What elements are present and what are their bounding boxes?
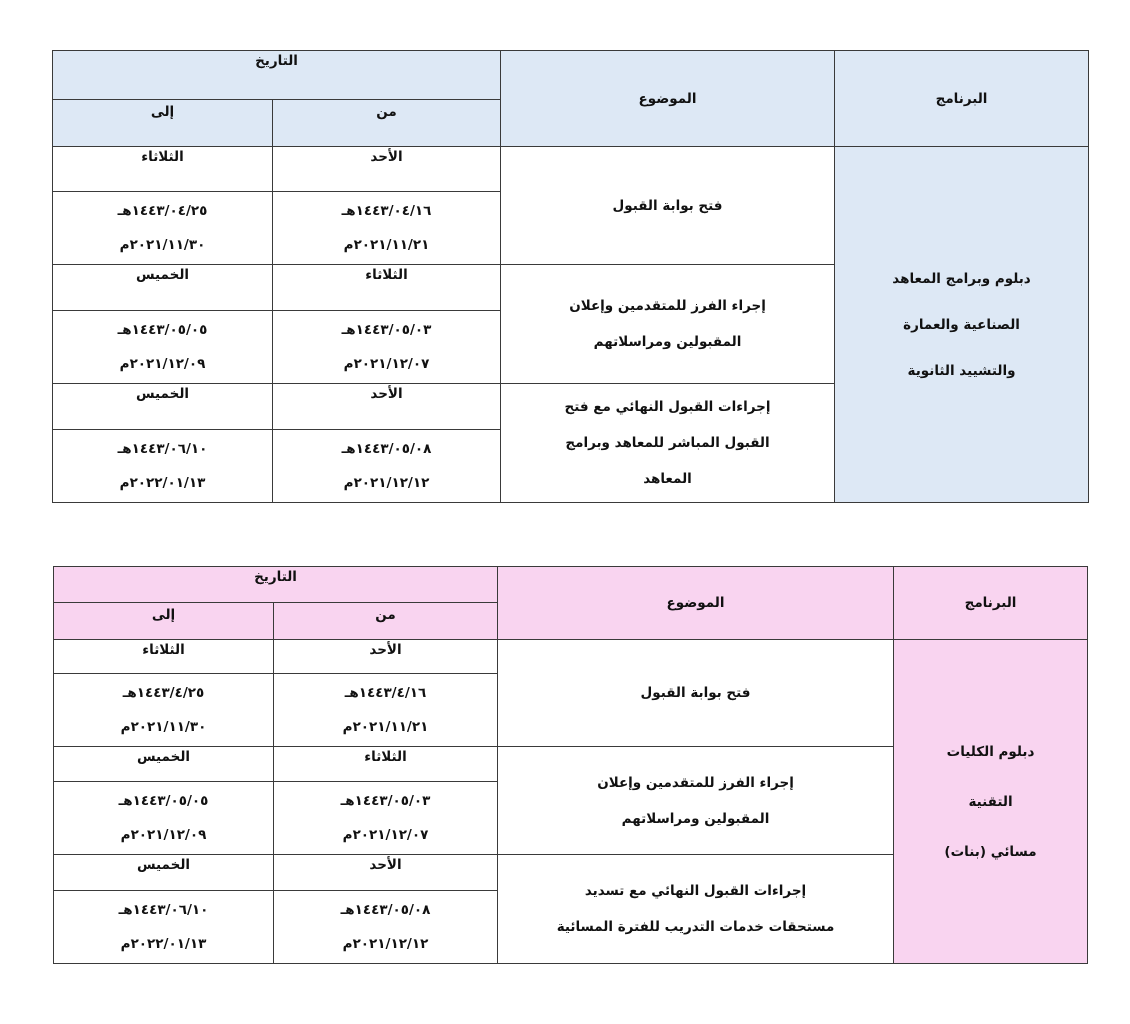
from-greg: ٢٠٢١/١٢/٠٧م	[343, 356, 430, 372]
to-hijri: ١٤٤٣/٠٦/١٠هـ	[118, 902, 209, 918]
program-line: دبلوم الكليات	[946, 743, 1035, 760]
from-day: الثلاثاء	[274, 747, 498, 782]
to-greg: ٢٠٢١/١١/٣٠م	[120, 719, 207, 735]
from-day: الأحد	[273, 147, 501, 192]
header-from: من	[273, 100, 501, 147]
to-hijri: ١٤٤٣/٠٦/١٠هـ	[117, 441, 208, 457]
header-subject: الموضوع	[498, 567, 894, 640]
to-dates	[53, 192, 273, 265]
to-dates	[54, 782, 274, 855]
subject-line: إجراءات القبول النهائي مع فتح	[564, 399, 771, 415]
from-dates	[274, 674, 498, 747]
to-greg: ٢٠٢٢/٠١/١٣م	[119, 475, 206, 491]
from-greg: ٢٠٢١/١٢/١٢م	[343, 475, 430, 491]
header-to: إلى	[54, 603, 274, 640]
from-hijri: ١٤٤٣/٤/١٦هـ	[344, 685, 427, 701]
from-greg: ٢٠٢١/١١/٢١م	[343, 237, 430, 253]
from-dates	[274, 782, 498, 855]
header-date: التاريخ	[54, 567, 498, 603]
subject-cell	[501, 384, 835, 503]
subject-line: المقبولين ومراسلاتهم	[593, 334, 742, 350]
subject-line: المقبولين ومراسلاتهم	[621, 810, 770, 827]
subject-line: القبول المباشر للمعاهد وبرامج	[565, 435, 770, 451]
to-hijri: ١٤٤٣/٠٥/٠٥هـ	[117, 322, 208, 338]
to-greg: ٢٠٢١/١٢/٠٩م	[119, 356, 206, 372]
header-to: إلى	[53, 100, 273, 147]
from-day: الأحد	[273, 384, 501, 430]
to-greg: ٢٠٢١/١١/٣٠م	[119, 237, 206, 253]
to-day: الثلاثاء	[53, 147, 273, 192]
subject-line: مستحقات خدمات التدريب للفترة المسائية	[556, 919, 835, 935]
header-date: التاريخ	[53, 51, 501, 100]
to-day: الخميس	[53, 384, 273, 430]
from-greg: ٢٠٢١/١١/٢١م	[342, 719, 429, 735]
program-line: التقنية	[968, 793, 1013, 810]
from-dates	[274, 891, 498, 964]
from-hijri: ١٤٤٣/٠٥/٠٨هـ	[341, 441, 432, 457]
from-day: الثلاثاء	[273, 265, 501, 311]
to-dates	[53, 311, 273, 384]
to-day: الثلاثاء	[54, 640, 274, 674]
schedule-table-2	[53, 566, 1088, 964]
subject-cell	[498, 855, 894, 964]
from-dates	[273, 430, 501, 503]
to-greg: ٢٠٢٢/٠١/١٣م	[120, 936, 207, 952]
program-line: (بنات) مسائي	[944, 843, 1037, 860]
to-dates	[54, 674, 274, 747]
from-hijri: ١٤٤٣/٠٤/١٦هـ	[341, 203, 432, 219]
from-dates	[273, 192, 501, 265]
program-line: الصناعية والعمارة	[903, 316, 1020, 333]
program-line: دبلوم وبرامج المعاهد	[892, 270, 1031, 287]
from-day: الأحد	[274, 855, 498, 891]
from-day: الأحد	[274, 640, 498, 674]
subject-cell	[501, 147, 835, 265]
to-day: الخميس	[53, 265, 273, 311]
to-hijri: ١٤٤٣/٤/٢٥هـ	[122, 685, 205, 701]
program-cell	[835, 147, 1089, 503]
program-cell	[894, 640, 1088, 964]
to-day: الخميس	[54, 747, 274, 782]
from-dates	[273, 311, 501, 384]
from-greg: ٢٠٢١/١٢/٠٧م	[342, 827, 429, 843]
subject-cell	[501, 265, 835, 384]
header-subject: الموضوع	[501, 51, 835, 147]
header-program: البرنامج	[835, 51, 1089, 147]
subject-cell	[498, 640, 894, 747]
schedule-table-1	[52, 50, 1089, 503]
subject-line: المعاهد	[643, 471, 692, 487]
header-program: البرنامج	[894, 567, 1088, 640]
header-from: من	[274, 603, 498, 640]
to-hijri: ١٤٤٣/٠٥/٠٥هـ	[118, 793, 209, 809]
subject-line: فتح بوابة القبول	[612, 197, 723, 214]
program-line: والتشييد الثانوية	[907, 362, 1016, 379]
from-greg: ٢٠٢١/١٢/١٢م	[342, 936, 429, 952]
from-hijri: ١٤٤٣/٠٥/٠٣هـ	[340, 793, 431, 809]
to-dates	[53, 430, 273, 503]
from-hijri: ١٤٤٣/٠٥/٠٣هـ	[341, 322, 432, 338]
subject-line: إجراءات القبول النهائي مع تسديد	[584, 883, 807, 899]
from-hijri: ١٤٤٣/٠٥/٠٨هـ	[340, 902, 431, 918]
subject-line: إجراء الفرز للمتقدمين وإعلان	[569, 298, 766, 314]
subject-line: إجراء الفرز للمتقدمين وإعلان	[597, 774, 794, 791]
subject-line: فتح بوابة القبول	[640, 685, 751, 701]
subject-cell	[498, 747, 894, 855]
to-day: الخميس	[54, 855, 274, 891]
to-greg: ٢٠٢١/١٢/٠٩م	[120, 827, 207, 843]
to-dates	[54, 891, 274, 964]
to-hijri: ١٤٤٣/٠٤/٢٥هـ	[117, 203, 208, 219]
